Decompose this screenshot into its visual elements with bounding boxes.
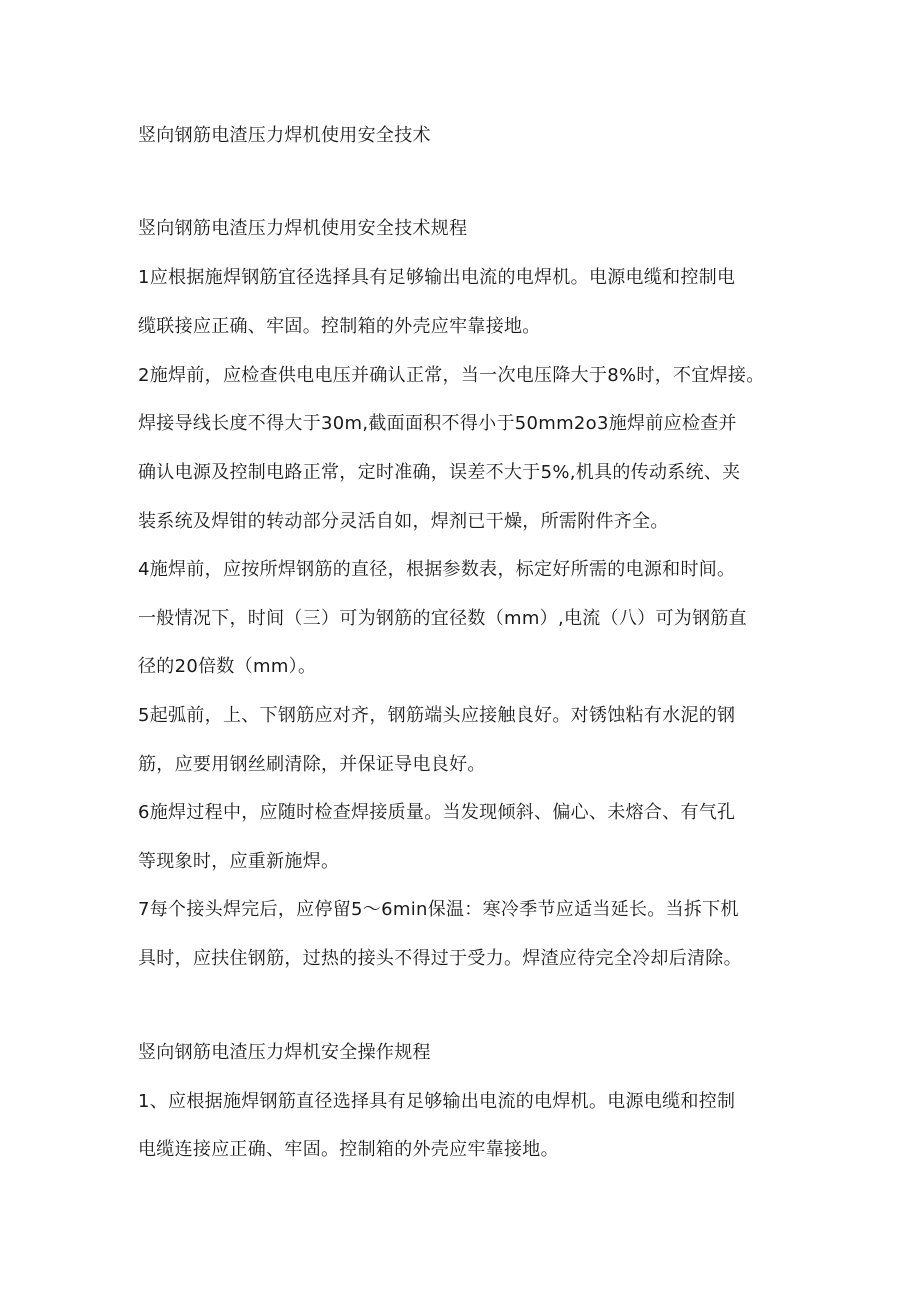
paragraph-line: 确认电源及控制电路正常，定时准确，误差不大于5%,机具的传动系统、夹 — [138, 462, 741, 483]
paragraph-line: 1、应根据施焊钢筋直径选择具有足够输出电流的电焊机。电源电缆和控制 — [138, 1091, 736, 1112]
paragraph-line: 1应根据施焊钢筋宜径选择具有足够输出电流的电焊机。电源电缆和控制电 — [138, 267, 736, 288]
paragraph-line: 7每个接头焊完后，应停留5〜6min保温：寒冷季节应适当延长。当拆下机 — [138, 899, 739, 920]
section-heading: 竖向钢筋电渣压力焊机安全操作规程 — [138, 1042, 431, 1063]
paragraph-line: 焊接导线长度不得大于30m,截面面积不得小于50mm2o3施焊前应检查并 — [138, 413, 737, 434]
paragraph-line: 6施焊过程中，应随时检查焊接质量。当发现倾斜、偏心、未熔合、有气孔 — [138, 802, 736, 823]
paragraph-line: 装系统及焊钳的转动部分灵活自如，焊剂已干燥，所需附件齐全。 — [138, 511, 669, 532]
paragraph-line: 具时，应扶住钢筋，过热的接头不得过于受力。焊渣应待完全冷却后清除。 — [138, 948, 742, 969]
paragraph-line: 4施焊前，应按所焊钢筋的直径，根据参数表，标定好所需的电源和时间。 — [138, 559, 736, 580]
paragraph-line: 缆联接应正确、牢固。控制箱的外壳应牢靠接地。 — [138, 316, 541, 337]
document-title: 竖向钢筋电渣压力焊机使用安全技术 — [138, 125, 431, 146]
paragraph-line: 筋，应要用钢丝刷清除，并保证导电良好。 — [138, 754, 486, 775]
paragraph-line: 2施焊前，应检查供电电压并确认正常，当一次电压降大于8%时，不宜焊接。 — [138, 365, 765, 386]
paragraph-line: 等现象时，应重新施焊。 — [138, 851, 340, 872]
paragraph-line: 电缆连接应正确、牢固。控制箱的外壳应牢靠接地。 — [138, 1139, 559, 1160]
paragraph-line: 5起弧前，上、下钢筋应对齐，钢筋端头应接触良好。对锈蚀粘有水泥的钢 — [138, 705, 736, 726]
paragraph-line: 一般情况下，时间（三）可为钢筋的宜径数（mm）,电流（八）可为钢筋直 — [138, 608, 747, 629]
paragraph-line: 径的20倍数（mm）。 — [138, 656, 317, 677]
section-heading: 竖向钢筋电渣压力焊机使用安全技术规程 — [138, 218, 468, 239]
